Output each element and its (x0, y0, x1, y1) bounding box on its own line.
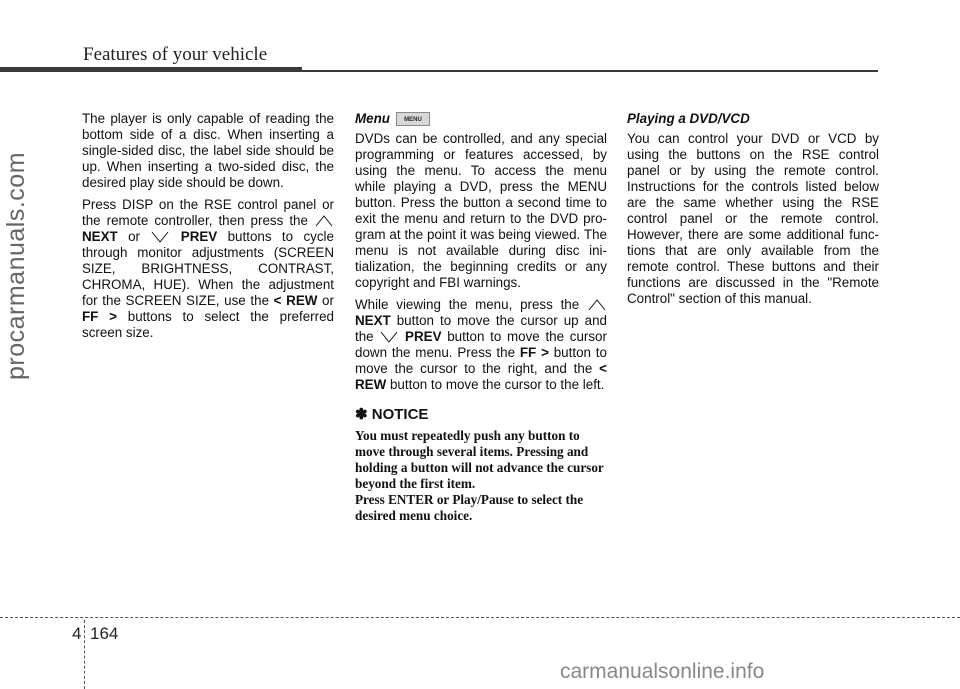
menu-paragraph: DVDs can be controlled, and any special programming or features accessed, by using the menu. To access the menu while playing a DVD, press the MENU button. Press the button a second time to exit the menu and return to the DVD pro-gram at the point it was being viewed. The menu is not available during disc ini-tialization, the beginning credits or any copyright and FBI warnings. (355, 131, 607, 290)
notice-text-1: You must repeatedly push any button to move through several items. Pressing and holding a button will not advance the cursor beyond the first item. (355, 428, 604, 491)
rew-label: < REW (355, 361, 607, 392)
menu-button-icon: MENU (396, 112, 430, 126)
bottom-watermark: carmanualsonline.info (560, 660, 765, 683)
page-number: 164 (90, 624, 119, 643)
ff-label: FF > (82, 309, 117, 324)
menu-heading: Menu MENU (355, 111, 607, 127)
chevron-up-icon (587, 299, 607, 311)
monitor-adjust-paragraph: Press DISP on the RSE control panel or the remote controller, then press the NEXT or PREV buttons to cycle through monitor adjustments (SCREEN SIZE, BRIGHTNESS, CONTRAST, CHROMA, HUE). When the adjustment for the SCREEN SIZE, use the < REW or FF > buttons to select the preferred screen size. (82, 197, 334, 340)
playing-heading: Playing a DVD/VCD (627, 111, 750, 126)
next-label: NEXT (82, 229, 118, 244)
header-rule-thick (0, 67, 302, 72)
side-watermark: procarmanuals.com (2, 151, 30, 380)
rew-label: < REW (273, 293, 318, 308)
column-3 (627, 111, 879, 313)
page-header-title: Features of your vehicle (83, 44, 268, 65)
disc-reading-paragraph: The player is only capable of reading the bottom side of a disc. When inserting a single-sided disc, the label side should be up. When inserting a two-sided disc, the desired play side should be down. (82, 111, 334, 190)
footer-rule (0, 617, 960, 618)
chevron-up-icon (314, 215, 334, 227)
playing-paragraph: You can control your DVD or VCD by using the buttons on the RSE control panel or by using the remote control. Instructions for the controls listed below are the same whether using the RSE control panel or the remote control. However, there are some additional func-tions that are only available from the remote control. These buttons and their functions are discussed in the "Remote Control" section of this manual. (627, 131, 879, 306)
notice-text-2: Press ENTER or Play/Pause to select the desired menu choice. (355, 492, 584, 523)
ff-label: FF > (519, 345, 549, 360)
prev-label: PREV (405, 329, 442, 344)
column-2 (355, 111, 607, 524)
notice-title: ✽ NOTICE (355, 406, 429, 423)
notice-body (355, 428, 607, 524)
footer-divider (84, 620, 85, 689)
prev-label: PREV (180, 229, 218, 244)
next-label: NEXT (355, 313, 391, 328)
chevron-down-icon (150, 231, 170, 243)
chevron-down-icon (379, 331, 399, 343)
chapter-number: 4 (72, 624, 82, 643)
column-1 (82, 111, 334, 347)
header-rule-thin (302, 70, 878, 72)
cursor-paragraph: While viewing the menu, press the NEXT button to move the cursor up and the PREV button to move the cursor down the menu. Press the FF > button to move the cursor to the right, and the < REW button to move the cursor to the left. (355, 297, 607, 392)
